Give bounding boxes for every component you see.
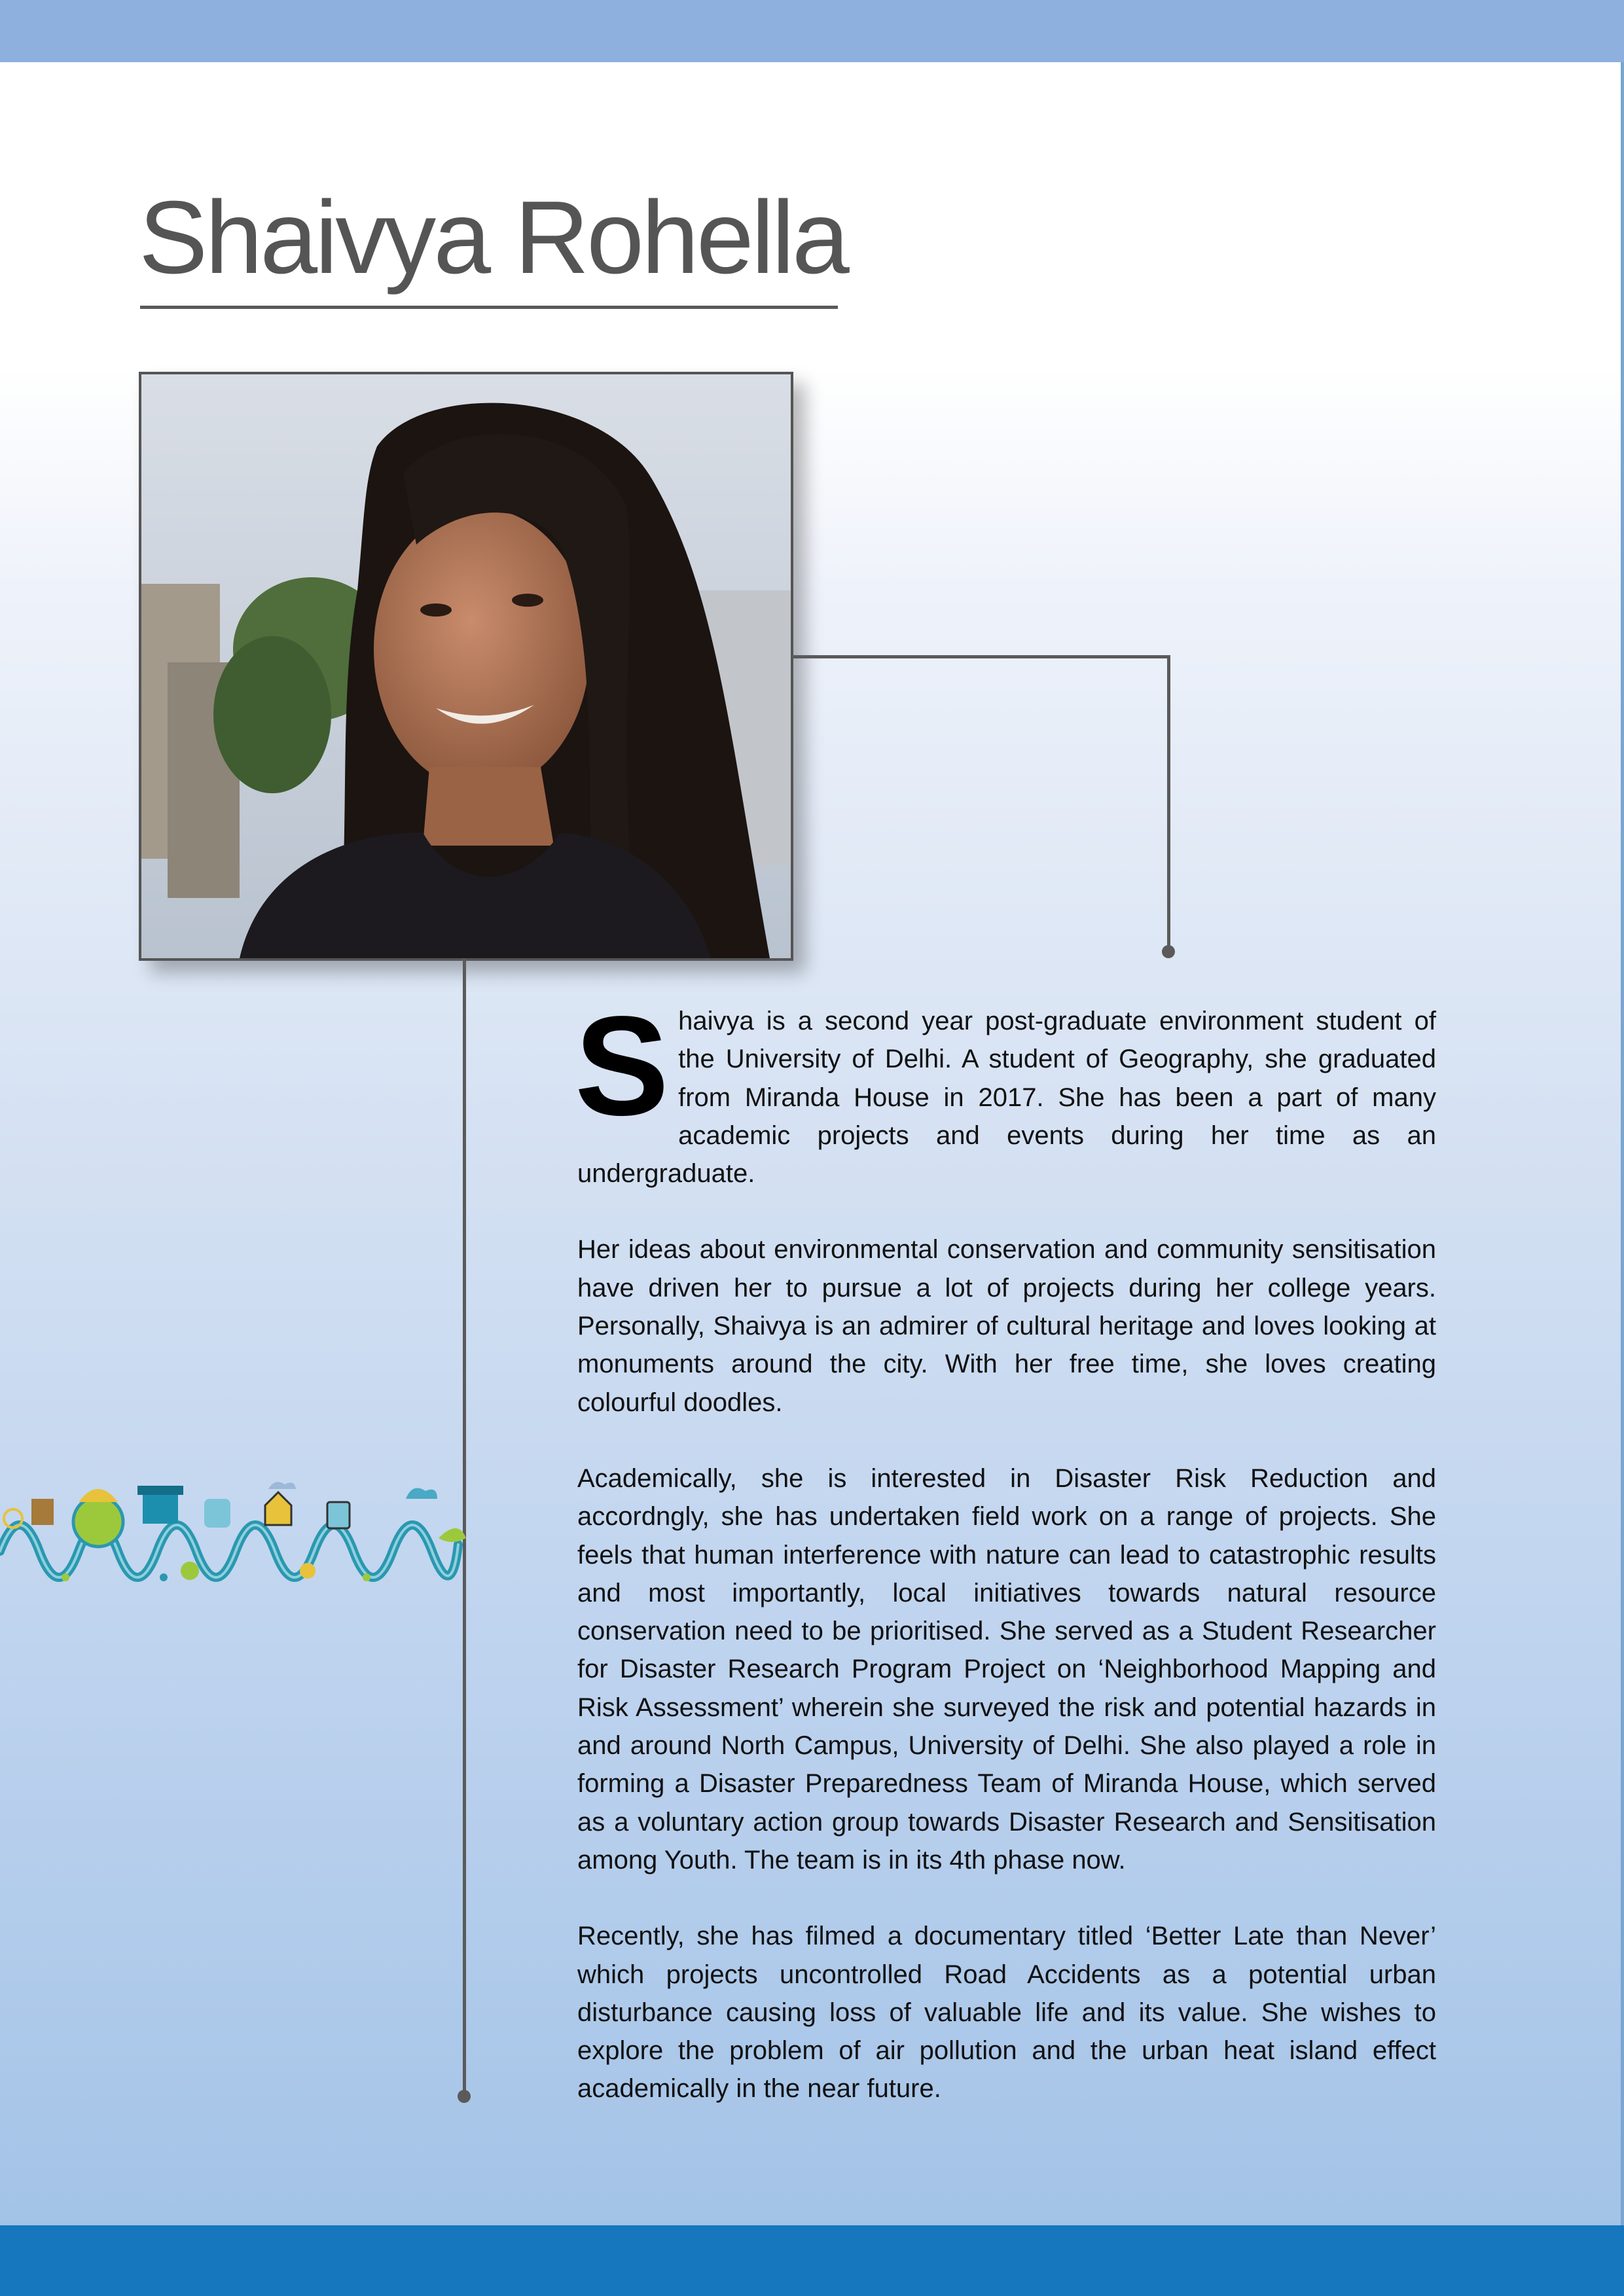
photo-connector-vertical (1167, 655, 1170, 951)
doodle-umbrella-icon (79, 1489, 118, 1502)
doodle-recycle-icon (181, 1562, 199, 1580)
bio-paragraph-1-text: haivya is a second year post-graduate environment student of the University of Delhi. A student of Geography, she graduated from Miranda House in 2017. She has been a part of many academic projects and events during her time as an undergraduate. (577, 1007, 1436, 1189)
photo-face (374, 509, 590, 790)
photo-tree-2 (213, 636, 331, 793)
page-right-edge (1621, 62, 1624, 2225)
profile-photo (139, 372, 793, 961)
doodle-rain-cloud-icon (406, 1488, 437, 1499)
timeline-end-dot (458, 2090, 471, 2103)
doodle-well-icon (143, 1492, 178, 1524)
doodle-hut-icon (31, 1499, 54, 1525)
doodle-leaf-icon (439, 1528, 466, 1542)
bio-paragraph-3: Academically, she is interested in Disaster Risk Reduction and accordngly, she has undertaken field work on a range of projects. She feels that human interference with nature can lead to catastrophic results and most importantly, local initiatives towards natural resource conservation need to be prioritised. She served as a Student Researcher for Disaster Research Program Project on ‘Neighborhood Mapping and Risk Assessment’ wherein she surveyed the risk and potential hazards in and around North Campus, University of Delhi. She also played a role in forming a Disaster Preparedness Team of Miranda House, which served as a voluntary action group towards Disaster Research and Sensitisation among Youth. The team is in its 4th phase now. (577, 1463, 1436, 1874)
top-band (0, 0, 1624, 62)
photo-connector-horizontal (791, 655, 1170, 658)
bio-paragraph-1 (575, 986, 1436, 1193)
doodle-cloud-icon (268, 1482, 296, 1489)
doodle-globe-icon (73, 1497, 123, 1547)
page-title: Shaivya Rohella (139, 180, 847, 295)
environment-doodle (0, 1473, 471, 1584)
doodle-bulb-icon (300, 1563, 316, 1579)
photo-neck (423, 767, 554, 846)
bottom-band (0, 2225, 1624, 2296)
doodle-well-roof-icon (137, 1486, 183, 1495)
doodle-house-icon (265, 1492, 291, 1525)
doodle-bucket-icon (327, 1502, 350, 1528)
title-underline (140, 306, 838, 309)
portrait-illustration (141, 374, 791, 958)
bio-text (575, 986, 1436, 2146)
bio-dropcap: S (575, 986, 670, 1145)
bio-paragraph-2: Her ideas about environmental conservation and community sensitisation have driven her to pursue a lot of projects during her college years. Personally, Shaivya is an admirer of cultural heritage and loves looking at monuments around the city. With her free time, she loves creating colourful doodles. (577, 1235, 1436, 1417)
photo-eye-right (512, 594, 543, 607)
doodle-tank-icon (204, 1499, 230, 1528)
bio-paragraph-4: Recently, she has filmed a documentary titled ‘Better Late than Never’ which projects uncontrolled Road Accidents as a potential urban disturbance causing loss of valuable life and its value. She wishes to explore the problem of air pollution and the urban heat island effect academically in the near future. (577, 1922, 1436, 2104)
doodle-dot-3 (363, 1573, 370, 1581)
photo-eye-left (420, 603, 452, 617)
photo-connector-dot (1162, 945, 1175, 958)
doodle-dot-1 (62, 1573, 69, 1581)
doodle-dot-2 (160, 1573, 168, 1581)
